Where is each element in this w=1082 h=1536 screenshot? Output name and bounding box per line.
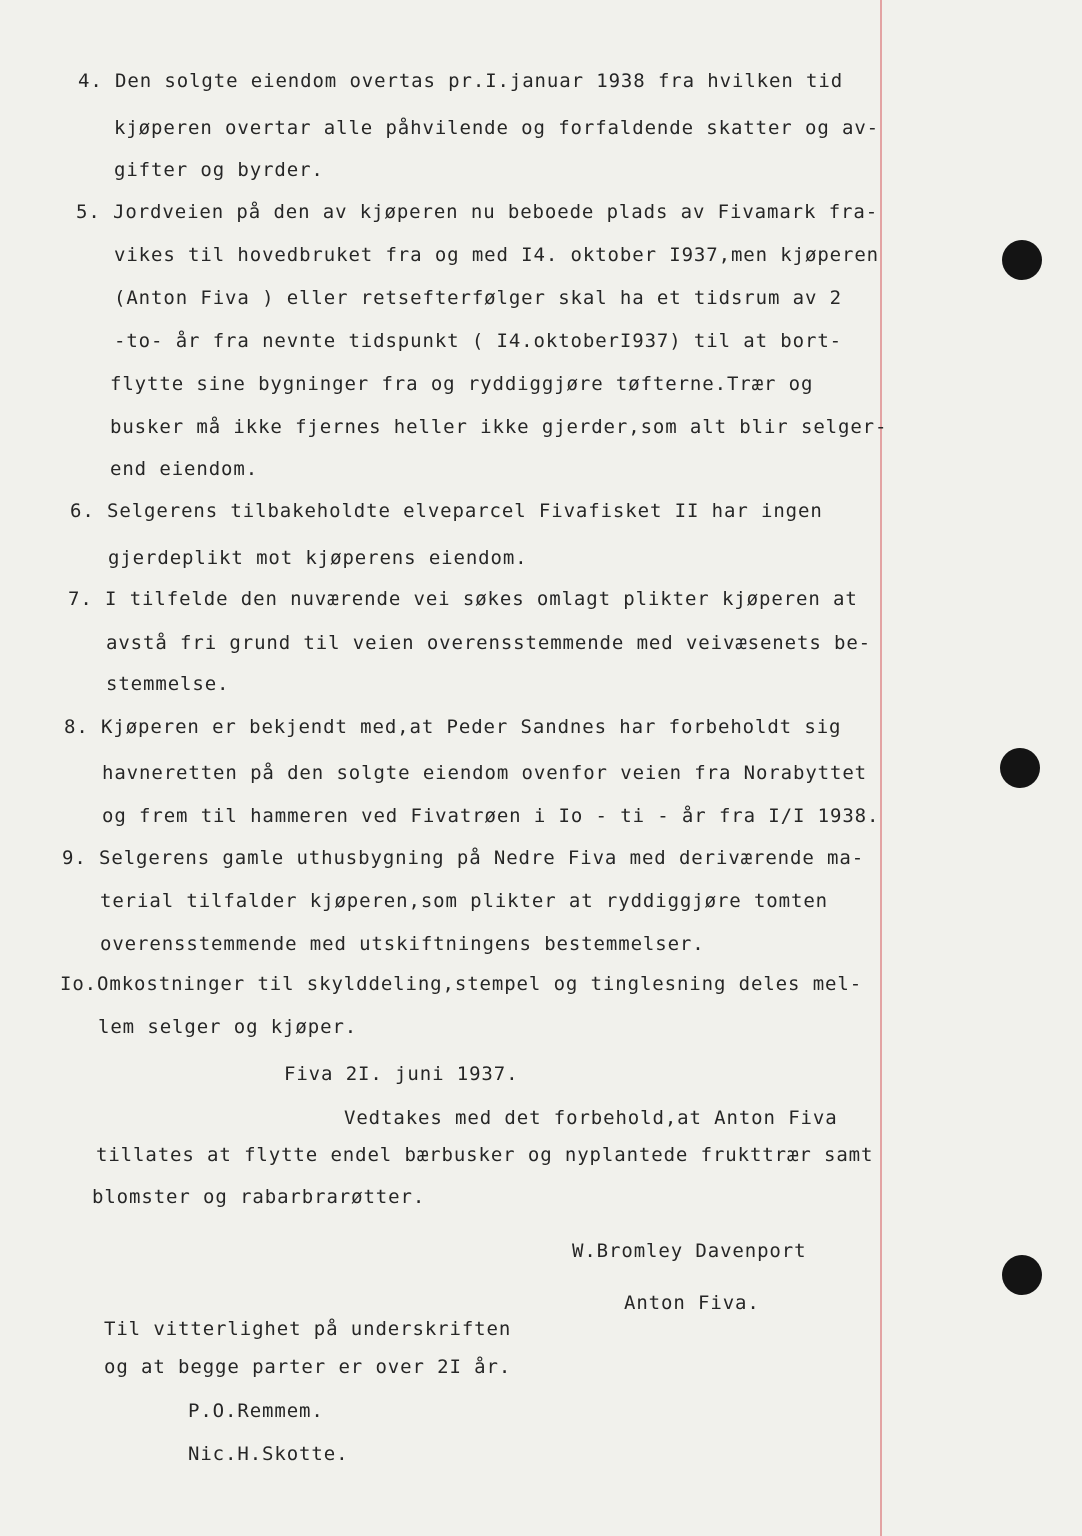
item-5-line-4: -to- år fra nevnte tidspunkt ( I4.oktoberI937) til at bort- (114, 330, 842, 352)
item-4-line-1: 4. Den solgte eiendom overtas pr.I.januar 1938 fra hvilken tid (78, 70, 844, 92)
item-5-line-3: (Anton Fiva ) eller retsefterfølger skal ha et tidsrum av 2 (114, 287, 842, 309)
item-4-line-3: gifter og byrder. (114, 159, 324, 181)
item-8-line-1: 8. Kjøperen er bekjendt med,at Peder Sandnes har forbeholdt sig (64, 716, 842, 738)
item-8-line-3: og frem til hammeren ved Fivatrøen i Io - ti - år fra I/I 1938. (102, 805, 880, 827)
item-number: 7. (68, 588, 93, 610)
date-line: Fiva 2I. juni 1937. (284, 1063, 519, 1085)
item-10-line-2: lem selger og kjøper. (98, 1016, 358, 1038)
item-5-line-7: end eiendom. (110, 458, 259, 480)
red-margin-line (880, 0, 882, 1536)
item-number: 6. (70, 500, 95, 522)
item-10-line-1: Io.Omkostninger til skylddeling,stempel og tinglesning deles mel- (60, 973, 863, 995)
item-8-line-2: havneretten på den solgte eiendom ovenfor veien fra Norabyttet (102, 762, 868, 784)
reservation-line-1: Vedtakes med det forbehold,at Anton Fiva (344, 1107, 838, 1129)
item-number: 9. (62, 847, 87, 869)
item-7-line-2: avstå fri grund til veien overensstemmende med veivæsenets be- (106, 632, 872, 654)
witness-line-1: Til vitterlighet på underskriften (104, 1318, 512, 1340)
signature-buyer: Anton Fiva. (624, 1292, 760, 1314)
witness-name-1: P.O.Remmem. (188, 1400, 324, 1422)
witness-line-2: og at begge parter er over 2I år. (104, 1356, 512, 1378)
item-7-line-1: 7. I tilfelde den nuværende vei søkes omlagt plikter kjøperen at (68, 588, 858, 610)
item-number: Io. (60, 973, 98, 995)
item-4-line-2: kjøperen overtar alle påhvilende og forfaldende skatter og av- (114, 117, 880, 139)
reservation-line-3: blomster og rabarbrarøtter. (92, 1186, 426, 1208)
item-5-line-6: busker må ikke fjernes heller ikke gjerder,som alt blir selger- (110, 416, 888, 438)
item-number: 4. (78, 70, 103, 92)
item-7-line-3: stemmelse. (106, 673, 230, 695)
item-number: 8. (64, 716, 89, 738)
item-9-line-1: 9. Selgerens gamle uthusbygning på Nedre Fiva med deriværende ma- (62, 847, 865, 869)
punch-hole (1002, 1255, 1042, 1295)
item-9-line-3: overensstemmende med utskiftningens bestemmelser. (100, 933, 705, 955)
witness-name-2: Nic.H.Skotte. (188, 1443, 349, 1465)
signature-seller: W.Bromley Davenport (572, 1240, 807, 1262)
punch-hole (1000, 748, 1040, 788)
item-6-line-2: gjerdeplikt mot kjøperens eiendom. (108, 547, 528, 569)
punch-hole (1002, 240, 1042, 280)
item-6-line-1: 6. Selgerens tilbakeholdte elveparcel Fivafisket II har ingen (70, 500, 823, 522)
item-5-line-2: vikes til hovedbruket fra og med I4. oktober I937,men kjøperen (114, 244, 880, 266)
item-number: 5. (76, 201, 101, 223)
item-5-line-5: flytte sine bygninger fra og ryddiggjøre tøfterne.Trær og (110, 373, 814, 395)
item-9-line-2: terial tilfalder kjøperen,som plikter at ryddiggjøre tomten (100, 890, 828, 912)
item-5-line-1: 5. Jordveien på den av kjøperen nu beboede plads av Fivamark fra- (76, 201, 879, 223)
reservation-line-2: tillates at flytte endel bærbusker og nyplantede frukttrær samt (96, 1144, 874, 1166)
